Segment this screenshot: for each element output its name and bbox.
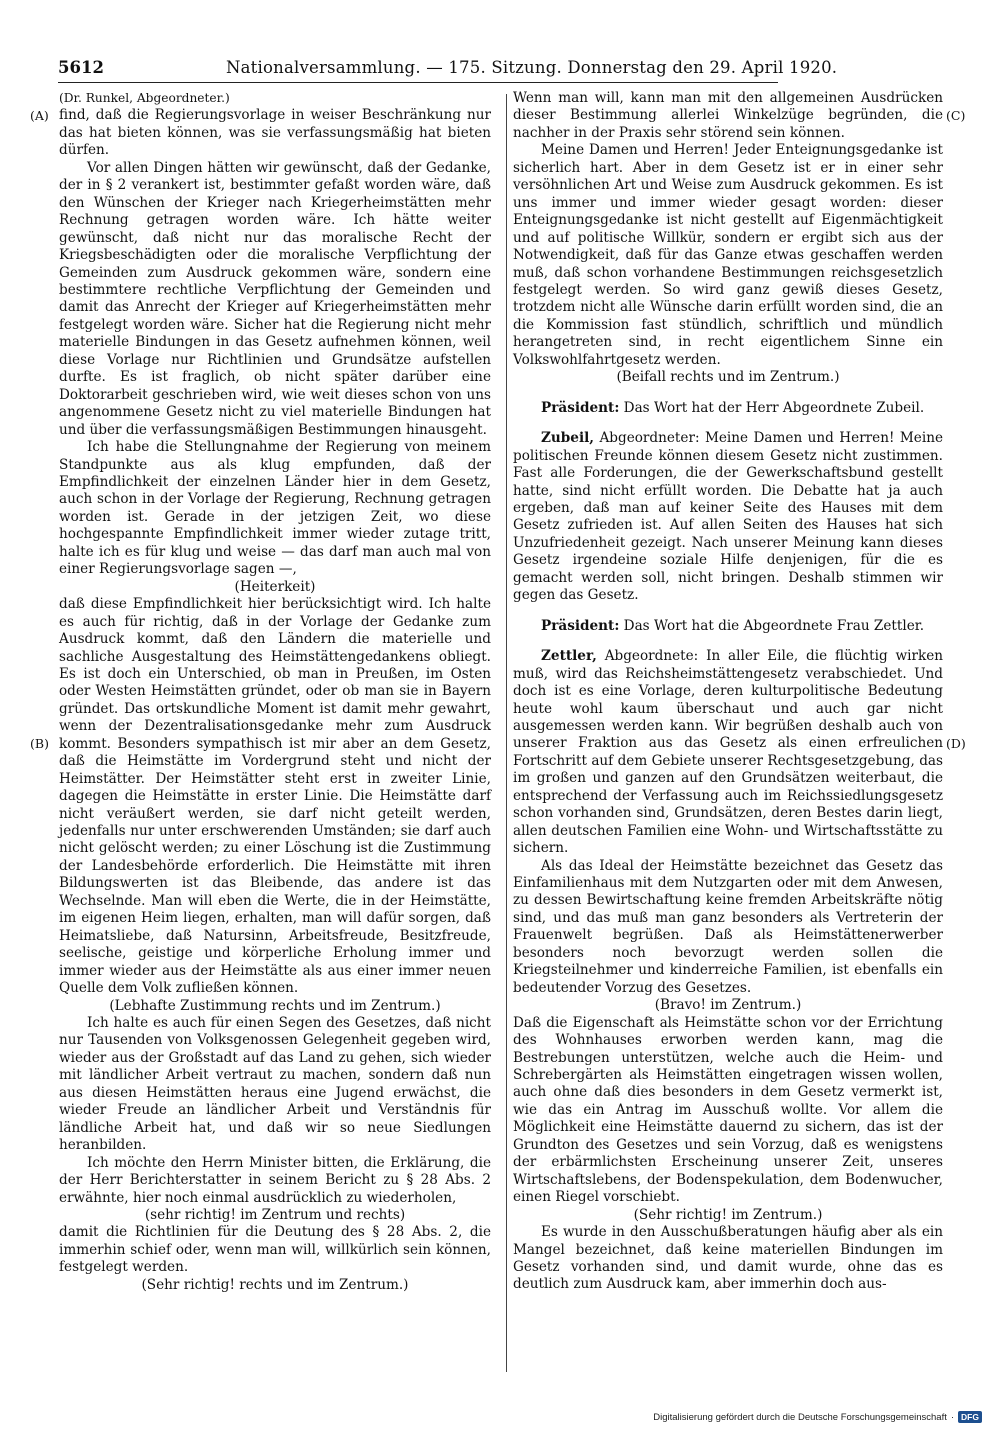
paragraph: damit die Richtlinien für die Deutung des § 28 Abs. 2, die immerhin schief oder, wenn man will, willkürlich sein können, festgelegt werden.: [59, 1224, 491, 1276]
speech: [513, 648, 943, 857]
speech-text: Das Wort hat die Abgeordnete Frau Zettler.: [623, 617, 925, 634]
interjection: (sehr richtig! im Zentrum und rechts): [144, 1207, 406, 1223]
header-rule: [58, 82, 778, 83]
speech: [513, 430, 943, 605]
speaker-note: (Dr. Runkel, Abgeordneter.): [59, 91, 230, 105]
interjection: (Sehr richtig! rechts und im Zentrum.): [141, 1276, 409, 1293]
speech: [513, 618, 943, 635]
paragraph: Ich habe die Stellungnahme der Regierung von meinem Standpunkte aus als klug empfunden, daß der Empfindlichkeit der einzelnen Länder hier in dem Gesetz, auch schon in der Vorlage der Regierung, Rechnung getragen worden ist. Gerade in der jetzigen Zeit, wo diese hochgespannte Empfindlichkeit immer wieder zutage tritt, halte ich es für klug und weise — das darf man auch mal von einer Regierungsvorlage sagen —,: [59, 439, 491, 578]
margin-mark-a: (A): [30, 108, 49, 123]
footer: Digitalisierung gefördert durch die Deutsche Forschungsgemeinschaft · DFG: [653, 1411, 982, 1423]
running-title: Nationalversammlung. — 175. Sitzung. Donnerstag den 29. April 1920.: [226, 58, 838, 77]
margin-mark-c: (C): [946, 108, 966, 123]
interjection: (Sehr richtig! im Zentrum.): [633, 1206, 823, 1223]
speech-text: Abgeordnete: In aller Eile, die flüchtig wirken muß, wird das Reichsheimstättengesetz verabschiedet. Und doch ist es eine Vorlage, deren kulturpolitische Bedeutung heute wohl kaum überschaut und auch gar nicht ausgemessen werden kann. Wir begrüßen deshalb auch von unserer Fraktion aus das Gesetz als einen erfreulichen Fortschritt auf dem Gebiete unserer Rechtsgesetzgebung, das im großen und ganzen auf den Grundsätzen weiterbaut, die entsprechend der Verfassung auch im Reichssiedlungsgesetz schon vorhanden sind, Grundsätzen, deren Bestes darin liegt, allen deutschen Familien eine Wohn- und Wirtschaftsstätte zu sichern.: [513, 648, 943, 857]
paragraph: Als das Ideal der Heimstätte bezeichnet das Gesetz das Einfamilienhaus mit dem Nutzgarten oder mit dem Anwesen, zu dessen Bewirtschaftung keine fremden Arbeitskräfte nötig sind, und das muß man ganz besonders als Vertreterin der Frauenwelt begrüßen. Daß als Heimstättenerwerber besonders noch bevorzugt werden sollen die Kriegsteilnehmer und kinderreiche Familien, ist ebenfalls ein bedeutender Vorzug des Gesetzes.: [513, 857, 943, 996]
footer-credit: Digitalisierung gefördert durch die Deutsche Forschungsgemeinschaft: [653, 1411, 947, 1423]
margin-mark-d: (D): [946, 736, 966, 751]
left-column: [59, 90, 491, 1294]
paragraph: Ich möchte den Herrn Minister bitten, die Erklärung, die der Herr Berichterstatter in seinem Bericht zu § 28 Abs. 2 erwähnte, hier noch einmal ausdrücklich zu wiederholen,: [59, 1154, 491, 1206]
speaker-name: Präsident:: [541, 617, 620, 634]
margin-mark-b: (B): [30, 736, 49, 751]
paragraph: daß diese Empfindlichkeit hier berücksichtigt wird. Ich halte es auch für richtig, daß in der Vorlage der Gedanke zum Ausdruck kommt, daß den Ländern die materielle und sachliche Ausgestaltung des Heimstättengedankens obliegt. Es ist doch ein Unterschied, ob man in Preußen, im Osten oder Westen Heimstätten gründet, oder ob man sie in Bayern gründet. Das ortskundliche Moment ist damit mehr gewahrt, wenn der Dezentralisationsgedanke mehr zum Ausdruck kommt. Besonders sympathisch ist mir aber an dem Gesetz, daß die Heimstätte im Vordergrund steht und nicht der Heimstätter. Der Heimstätter steht erst in zweiter Linie, dagegen die Heimstätte in erster Linie. Die Heimstätte darf nicht veräußert werden, sie darf nicht geteilt werden, jedenfalls nur unter erschwerenden Umständen; sie darf auch nicht gelöscht werden; zu einer Löschung ist die Zustimmung der Landesbehörde erforderlich. Die Heimstätte mit ihren Bildungswerten ist das Bleibende, das andere ist das Wechselnde. Man will eben die Werte, die in der Heimstätte, im eigenen Heim liegen, erhalten, man will dafür sorgen, daß Heimatsliebe, daß Natursinn, Arbeitsfreude, Besitzfreude, seelische, geistige und körperliche Erholung immer und immer wieder aus der Heimstätte als aus einer immer neuen Quelle dem Volk zufließen können.: [59, 596, 491, 997]
paragraph: find, daß die Regierungsvorlage in weiser Beschränkung nur das hat bieten können, was sie verfassungsmäßig hat bieten dürfen.: [59, 107, 491, 159]
interjection: (Lebhafte Zustimmung rechts und im Zentrum.): [109, 997, 441, 1014]
paragraph: Meine Damen und Herren! Jeder Enteignungsgedanke ist sicherlich hart. Aber in dem Gesetz ist er in einer sehr versöhnlichen Art und Weise zum Ausdruck gekommen. Es ist uns immer und immer wieder gesagt worden: dieser Enteignungsgedanke ist nicht gestellt auf Eigenmächtigkeit und auf politische Willkür, sondern er ergibt sich aus der Notwendigkeit, daß für das Ganze etwas geschaffen werden muß, daß schon vorhandene Bestimmungen reichsgesetzlich festgelegt werden. So wird ganz gewiß dieses Gesetz, trotzdem nicht alle Wünsche darin erfüllt worden sind, die an die Kommission fast stündlich, schriftlich und mündlich herangetreten sind, in recht eigentlichem Sinne ein Volkswohlfahrtgesetz werden.: [513, 142, 943, 368]
speaker-name: Zubeil,: [541, 430, 595, 447]
interjection: (Beifall rechts und im Zentrum.): [616, 369, 840, 386]
paragraph: Wenn man will, kann man mit den allgemeinen Ausdrücken dieser Bestimmung allerlei Winkelzüge begründen, die nachher in der Praxis sehr störend sein können.: [513, 90, 943, 141]
paragraph: Daß die Eigenschaft als Heimstätte schon vor der Errichtung des Wohnhauses erworben werden kann, mag die Bestrebungen unterstützen, welche auch die Heim- und Schrebergärten als Heimstätten eingetragen wissen wollen, auch ohne daß dies besonders in dem Gesetz vermerkt ist, wie das ein Antrag im Ausschuß wollte. Vor allem die Möglichkeit eine Heimstätte dauernd zu sichern, das ist der Grundton des Gesetzes und sein Vorzug, daß es wenigstens der erbärmlichsten Erscheinung unserer Zeit, unseres Wirtschaftslebens, der Bodenspekulation, dem Bodenwucher, einen Riegel vorschiebt.: [513, 1014, 943, 1206]
paragraph: Vor allen Dingen hätten wir gewünscht, daß der Gedanke, der in § 2 verankert ist, bestimmter gefaßt worden wäre, daß den Wünschen der Krieger nach Kriegerheimstätten mehr Rechnung getragen worden wäre. Ich hätte weiter gewünscht, daß nicht nur das moralische Recht der Kriegsbeschädigten oder die moralische Verpflichtung der Gemeinden zum Ausdruck gekommen wäre, sondern eine bestimmtere rechtliche Verpflichtung der Gemeinden und damit das Anrecht der Krieger auf Kriegerheimstätten mehr festgelegt worden wäre. Sicher hat die Regierung nicht mehr materielle Bindungen in das Gesetz aufnehmen können, weil diese Vorlage nur Richtlinien und Grundsätze aufstellen durfte. Es ist fraglich, ob nicht später darüber eine Doktorarbeit geschrieben wird, wie weit dieses schon von uns angenommene Gesetz nicht zu viel materielle Bindungen hat und über die verfassungsmäßigen Bestimmungen hinausgeht.: [59, 159, 491, 438]
interjection: (Heiterkeit): [234, 578, 316, 595]
right-column: [513, 90, 943, 1294]
column-divider: [506, 94, 507, 1372]
paragraph: Es wurde in den Ausschußberatungen häufig aber als ein Mangel bezeichnet, daß keine materiellen Bindungen im Gesetz vorhanden sind, und damit wurde, ohne das es deutlich zum Ausdruck kam, aber immerhin doch aus-: [513, 1224, 943, 1293]
paragraph: Ich halte es auch für einen Segen des Gesetzes, daß nicht nur Tausenden von Volksgenossen Gelegenheit gegeben wird, wieder aus der Großstadt auf das Land zu gehen, sich wieder mit ländlicher Arbeit vertraut zu machen, sondern daß nun aus diesen Heimstätten heraus eine Jugend erwächst, die wieder Freude an ländlicher Arbeit und Verständnis für ländliche Arbeit hat, und daß wir so neue Siedlungen heranbilden.: [59, 1015, 491, 1154]
speaker-name: Zettler,: [541, 648, 597, 665]
speech-text: Abgeordneter: Meine Damen und Herren! Meine politischen Freunde können diesem Gesetz nicht zustimmen. Fast alle Forderungen, die der Gewerkschaftsbund gestellt hatte, sind nicht erfüllt worden. Die Debatte hat ja auch ergeben, daß man auf keiner Seite des Hauses mit dem Gesetz zufrieden ist. Auf allen Seiten des Hauses hat sich Unzufriedenheit gezeigt. Nach unserer Meinung kann dieses Gesetz irgendeine soziale Hilfe denjenigen, für die es gemacht werden soll, nicht bringen. Deshalb stimmen wir gegen das Gesetz.: [513, 430, 943, 604]
dfg-logo: DFG: [958, 1411, 982, 1423]
speaker-name: Präsident:: [541, 399, 620, 416]
speech-text: Das Wort hat der Herr Abgeordnete Zubeil.: [623, 399, 925, 416]
speech: [513, 400, 943, 417]
page-number: 5612: [58, 58, 104, 77]
interjection: (Bravo! im Zentrum.): [654, 997, 802, 1014]
page-header: [58, 56, 838, 82]
